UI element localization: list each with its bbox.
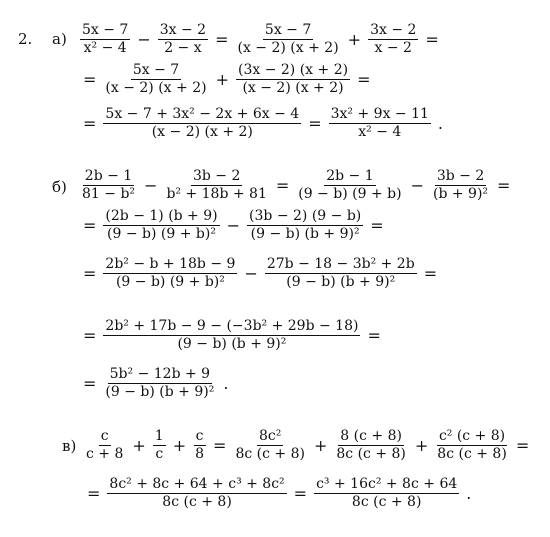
numerator: (3b − 2) (9 − b) [249,208,362,224]
denominator: 8c (c + 8) [437,446,507,462]
denominator: 2 − x [164,40,202,56]
numerator: 8c² + 8c + 64 + c³ + 8c² [109,476,285,492]
operator: = [87,483,101,503]
numerator: 5x − 7 + 3x² − 2x + 6x − 4 [105,106,300,122]
equation-line-b3 [78,256,442,291]
operator: = [213,435,227,455]
fraction [247,208,363,243]
fraction [107,476,286,511]
operator: = [83,325,97,345]
equation-line-b1 [78,168,515,203]
numerator: c [195,428,204,444]
denominator: (9 − b) (b + 9)² [177,336,287,352]
fraction [84,428,125,463]
part-c-label: в) [62,437,77,455]
fraction [80,168,137,203]
operator: − [244,263,258,283]
operator: = [83,69,97,89]
denominator: 8c (c + 8) [235,446,305,462]
numerator: 2b − 1 [84,168,133,184]
operator: = [83,113,97,133]
denominator: x² − 4 [358,124,402,140]
denominator: (9 − b) (b + 9)² [105,384,215,400]
denominator: 8c (c + 8) [351,494,422,510]
fraction [103,256,237,291]
fraction [158,22,208,57]
numerator: (3x − 2) (x + 2) [237,62,349,78]
operator: + [414,435,429,455]
operator: − [144,175,158,195]
numerator: 3b − 2 [436,168,485,184]
operator: = [425,29,439,49]
operator: − [410,175,424,195]
operator: = [83,263,97,283]
fraction [368,22,418,57]
numerator: 3x² + 9x − 11 [330,106,429,122]
operator: + [215,69,229,89]
fraction [103,62,208,97]
operator: . [223,373,229,393]
fraction [164,168,268,203]
fraction [431,168,490,203]
numerator: 5x − 7 [264,22,312,38]
operator: = [357,69,371,89]
problem-number: 2. [18,30,33,48]
operator: = [370,215,384,235]
operator: = [515,435,530,455]
operator: − [137,29,151,49]
operator: = [83,215,97,235]
equation-line-b2 [78,208,389,243]
denominator: x − 2 [374,40,412,56]
equation-line-c2 [82,476,476,511]
part-b-label: б) [52,178,67,196]
denominator: (9 − b) (9 + b)² [115,274,225,290]
equation-line-a3 [78,106,448,141]
operator: + [132,435,146,455]
equation-line-c1 [82,428,534,463]
denominator: (x − 2) (x + 2) [237,40,339,56]
numerator: 8 (c + 8) [340,428,402,444]
numerator: 5b² − 12b + 9 [109,366,211,382]
numerator: 3x − 2 [370,22,417,38]
fraction [103,318,360,353]
operator: = [293,483,308,503]
numerator: 5x − 7 [82,22,129,38]
operator: = [367,325,381,345]
numerator: 8c² [259,428,282,444]
equation-line-a1 [78,22,444,57]
operator: + [313,435,328,455]
numerator: (2b − 1) (b + 9) [105,208,218,224]
numerator: 1 [154,428,164,444]
operator: = [423,263,438,283]
equation-line-a2 [78,62,375,97]
fraction [103,366,216,401]
fraction [103,208,219,243]
denominator: (x − 2) (x + 2) [105,80,207,96]
fraction [314,476,459,511]
denominator: (9 − b) (9 + b)² [107,226,216,242]
denominator: 81 − b² [82,186,136,202]
fraction [236,22,341,57]
numerator: 3x − 2 [159,22,207,38]
denominator: 8 [195,446,205,462]
numerator: 2b − 1 [326,168,374,184]
denominator: 8c (c + 8) [336,446,406,462]
fraction [265,256,417,291]
equation-line-b5 [78,366,233,401]
fraction [236,62,350,97]
operator: . [437,113,443,133]
operator: = [215,29,229,49]
denominator: c + 8 [86,446,124,462]
operator: = [308,113,322,133]
operator: = [275,175,290,195]
part-a-label: а) [52,30,67,48]
operator: . [466,483,472,503]
denominator: x² − 4 [83,40,127,56]
fraction [153,428,166,463]
numerator: 3b − 2 [192,168,241,184]
numerator: 5x − 7 [132,62,180,78]
operator: = [497,175,511,195]
numerator: 2b² + 17b − 9 − (−3b² + 29b − 18) [105,318,359,334]
fraction [435,428,509,463]
numerator: c [100,428,109,444]
denominator: b² + 18b + 81 [166,186,267,202]
denominator: (x − 2) (x + 2) [151,124,253,140]
denominator: (b + 9)² [433,186,489,202]
equation-line-b4 [78,318,386,353]
fraction [233,428,307,463]
denominator: (9 − b) (b + 9)² [250,226,360,242]
fraction [334,428,408,463]
denominator: c [155,446,164,462]
numerator: c³ + 16c² + 8c + 64 [316,476,458,492]
fraction [193,428,206,463]
operator: + [172,435,187,455]
denominator: (x − 2) (x + 2) [242,80,344,96]
denominator: 8c (c + 8) [162,494,232,510]
fraction [296,168,403,203]
numerator: 27b − 18 − 3b² + 2b [266,256,415,272]
operator: + [347,29,362,49]
numerator: c² (c + 8) [438,428,506,444]
denominator: (9 − b) (9 + b) [298,186,402,202]
operator: − [226,215,241,235]
fraction [103,106,301,141]
numerator: 2b² − b + 18b − 9 [105,256,236,272]
denominator: (9 − b) (b + 9)² [286,274,396,290]
fraction [329,106,431,141]
operator: = [83,373,97,393]
fraction [80,22,130,57]
